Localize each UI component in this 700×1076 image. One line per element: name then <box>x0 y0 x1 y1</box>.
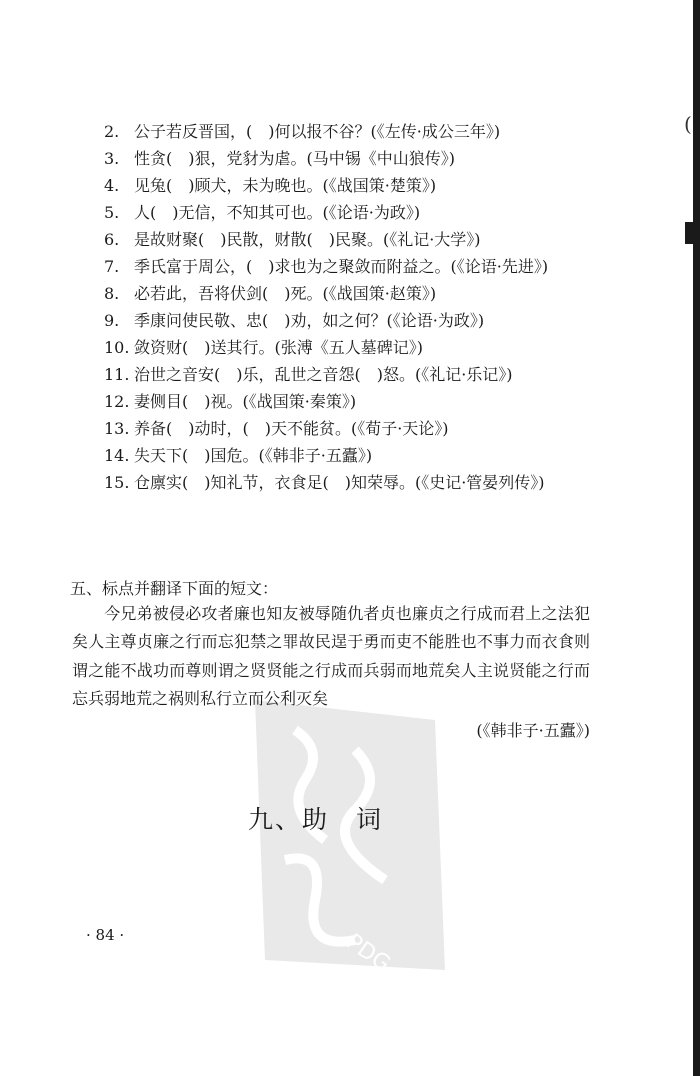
exercise-text: 季氏富于周公，( )求也为之聚敛而附益之。(《论语·先进》) <box>134 257 549 276</box>
exercise-item <box>104 172 594 199</box>
exercise-number: 8. <box>104 284 120 303</box>
exercise-item <box>104 280 594 307</box>
exercise-item <box>104 469 594 496</box>
exercise-number: 7. <box>104 257 120 276</box>
classical-passage <box>72 600 590 714</box>
chapter-title: 九、助 词 <box>248 805 384 834</box>
exercise-number: 2. <box>104 122 120 141</box>
exercise-item <box>104 226 594 253</box>
exercise-item <box>104 361 594 388</box>
watermark-label: PDG <box>341 929 395 978</box>
exercise-list <box>104 118 594 496</box>
section-heading: 五、标点并翻译下面的短文： <box>70 579 279 598</box>
exercise-text: 治世之音安( )乐，乱世之音怨( )怒。(《礼记·乐记》) <box>134 365 513 384</box>
exercise-item <box>104 388 594 415</box>
exercise-text: 人( )无信，不知其可也。(《论语·为政》) <box>134 203 421 222</box>
exercise-item <box>104 307 594 334</box>
exercise-text: 季康问使民敬、忠( )劝，如之何？(《论语·为政》) <box>134 311 485 330</box>
exercise-text: 仓廪实( )知礼节，衣食足( )知荣辱。(《史记·管晏列传》) <box>134 473 545 492</box>
exercise-item <box>104 199 594 226</box>
exercise-text: 失天下( )国危。(《韩非子·五蠹》) <box>134 446 373 465</box>
exercise-text: 养备( )动时，( )天不能贫。(《荀子·天论》) <box>134 419 449 438</box>
exercise-number: 11. <box>104 365 130 384</box>
exercise-text: 性贪( )狠，党豺为虐。(马中锡《中山狼传》) <box>134 149 455 168</box>
exercise-item <box>104 145 594 172</box>
exercise-text: 妻侧目( )视。(《战国策·秦策》) <box>134 392 357 411</box>
exercise-text: 见兔( )顾犬，未为晚也。(《战国策·楚策》) <box>134 176 437 195</box>
exercise-text: 必若此，吾将伏剑( )死。(《战国策·赵策》) <box>134 284 437 303</box>
exercise-number: 13. <box>104 419 130 438</box>
exercise-number: 14. <box>104 446 130 465</box>
exercise-item <box>104 118 594 145</box>
exercise-number: 4. <box>104 176 120 195</box>
passage-text: 今兄弟被侵必攻者廉也知友被辱随仇者贞也廉贞之行成而君上之法犯矣人主尊贞廉之行而忘犯禁之罪故民逞于勇而吏不能胜也不事力而衣食则谓之能不战功而尊则谓之贤贤能之行成而兵弱而地荒矣人主说贤能之行而忘兵弱地荒之祸则私行立而公利灭矣 <box>72 604 590 709</box>
exercise-text: 敛资财( )送其行。(张溥《五人墓碑记》) <box>134 338 423 357</box>
exercise-number: 9. <box>104 311 120 330</box>
exercise-item <box>104 442 594 469</box>
page-edge-tab <box>685 222 693 244</box>
exercise-text: 公子若反晋国，( )何以报不谷？(《左传·成公三年》) <box>134 122 501 141</box>
exercise-item <box>104 415 594 442</box>
exercise-item <box>104 334 594 361</box>
passage-source: (《韩非子·五蠹》) <box>476 721 590 740</box>
exercise-number: 12. <box>104 392 130 411</box>
exercise-item <box>104 253 594 280</box>
page-edge-shadow <box>693 0 700 1076</box>
exercise-text: 是故财聚( )民散，财散( )民聚。(《礼记·大学》) <box>134 230 481 249</box>
exercise-number: 15. <box>104 473 130 492</box>
margin-bracket-mark: ( <box>684 112 692 136</box>
page-number: · 84 · <box>86 926 125 944</box>
exercise-number: 3. <box>104 149 120 168</box>
exercise-number: 6. <box>104 230 120 249</box>
exercise-number: 10. <box>104 338 130 357</box>
exercise-number: 5. <box>104 203 120 222</box>
